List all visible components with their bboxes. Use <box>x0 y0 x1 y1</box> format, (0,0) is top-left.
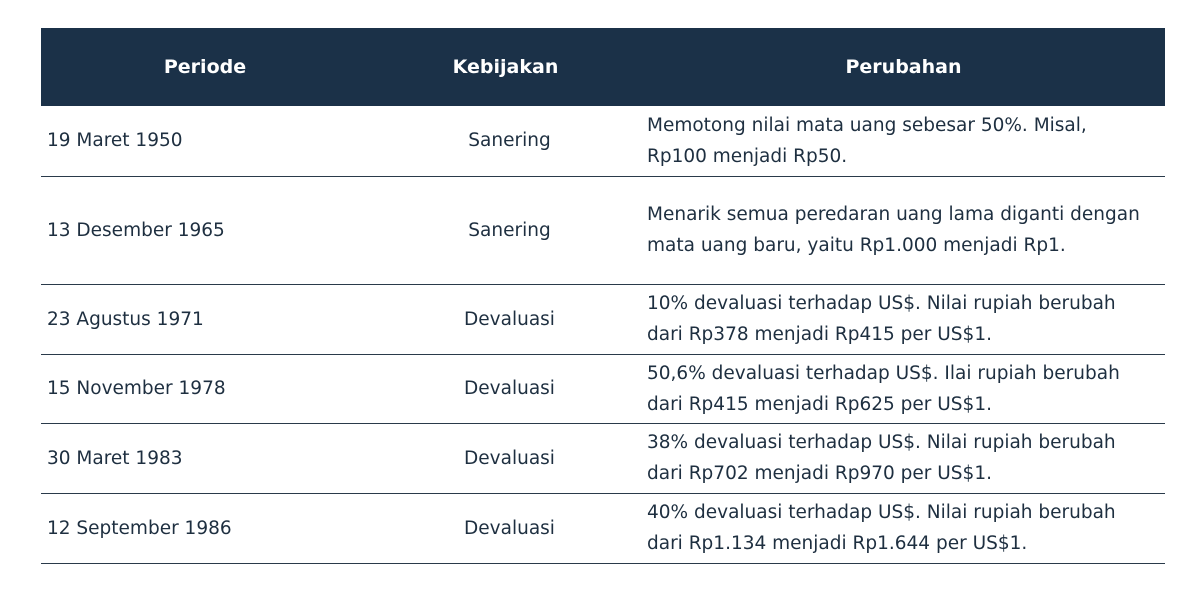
cell-kebijakan: Devaluasi <box>369 493 642 563</box>
cell-perubahan: 10% devaluasi terhadap US$. Nilai rupiah berubah dari Rp378 menjadi Rp415 per US$1. <box>642 284 1165 354</box>
header-row <box>41 28 1165 106</box>
table-row <box>41 354 1165 423</box>
cell-kebijakan: Devaluasi <box>369 284 642 354</box>
policy-table-container <box>41 28 1165 564</box>
cell-periode: 13 Desember 1965 <box>41 176 369 284</box>
table-row <box>41 106 1165 176</box>
table-row <box>41 493 1165 563</box>
header-periode: Periode <box>163 56 247 78</box>
cell-perubahan: 40% devaluasi terhadap US$. Nilai rupiah berubah dari Rp1.134 menjadi Rp1.644 per US$1. <box>642 493 1165 563</box>
cell-periode: 15 November 1978 <box>41 354 369 423</box>
cell-perubahan: Memotong nilai mata uang sebesar 50%. Misal, Rp100 menjadi Rp50. <box>642 106 1165 176</box>
cell-kebijakan: Devaluasi <box>369 423 642 493</box>
policy-table <box>41 28 1165 564</box>
cell-periode: 30 Maret 1983 <box>41 423 369 493</box>
header-kebijakan: Kebijakan <box>452 56 559 78</box>
cell-kebijakan: Devaluasi <box>369 354 642 423</box>
header-perubahan: Perubahan <box>845 56 962 78</box>
cell-periode: 12 September 1986 <box>41 493 369 563</box>
cell-perubahan: Menarik semua peredaran uang lama diganti dengan mata uang baru, yaitu Rp1.000 menjadi Rp1. <box>642 176 1165 284</box>
cell-periode: 23 Agustus 1971 <box>41 284 369 354</box>
table-row <box>41 284 1165 354</box>
cell-kebijakan: Sanering <box>369 176 642 284</box>
cell-perubahan: 38% devaluasi terhadap US$. Nilai rupiah berubah dari Rp702 menjadi Rp970 per US$1. <box>642 423 1165 493</box>
table-row <box>41 176 1165 284</box>
table-header <box>41 28 1165 106</box>
table-body <box>41 106 1165 563</box>
cell-periode: 19 Maret 1950 <box>41 106 369 176</box>
cell-kebijakan: Sanering <box>369 106 642 176</box>
cell-perubahan: 50,6% devaluasi terhadap US$. Ilai rupiah berubah dari Rp415 menjadi Rp625 per US$1. <box>642 354 1165 423</box>
table-row <box>41 423 1165 493</box>
